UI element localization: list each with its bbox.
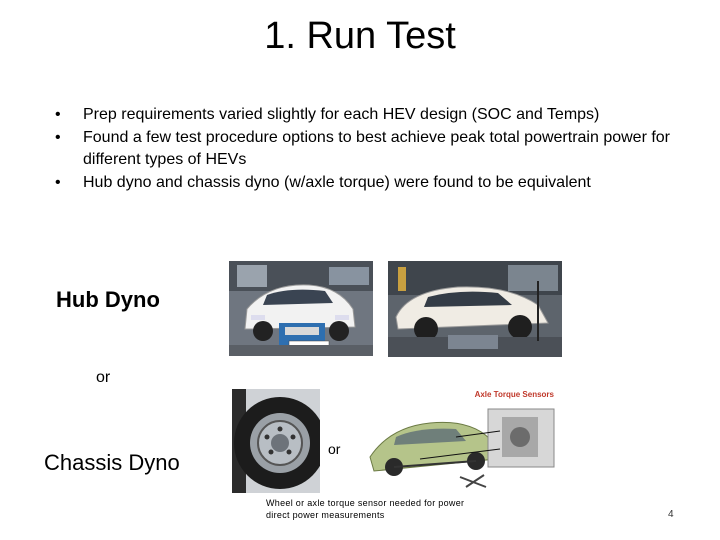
- page-number: 4: [668, 509, 674, 520]
- or-label-2: or: [328, 441, 341, 457]
- or-label-1: or: [96, 369, 111, 386]
- bullet-text: Found a few test procedure options to best achieve peak total powertrain power for different types of HEVs: [83, 129, 671, 168]
- bullet-text: Hub dyno and chassis dyno (w/axle torque) were found to be equivalent: [83, 174, 591, 191]
- bullet-dot: •: [55, 174, 61, 191]
- image-caption: Wheel or axle torque sensor needed for power direct power measurements: [266, 498, 465, 520]
- wheel-torque-sensor-photo: [232, 389, 320, 493]
- slide-title: 1. Run Test: [264, 15, 456, 57]
- axle-torque-sensors-title: Axle Torque Sensors: [474, 390, 554, 399]
- bullet-dot: •: [55, 106, 61, 123]
- chassis-dyno-label: Chassis Dyno: [44, 450, 180, 475]
- hub-dyno-label: Hub Dyno: [56, 287, 160, 312]
- bullet-item: [52, 172, 682, 194]
- bullet-list: [52, 104, 682, 195]
- bullet-item: [52, 104, 682, 126]
- bullet-item: [52, 127, 682, 171]
- bullet-text: Prep requirements varied slightly for each HEV design (SOC and Temps): [83, 106, 600, 123]
- hub-dyno-photo-front: [229, 261, 373, 356]
- bullet-dot: •: [55, 129, 61, 146]
- axle-torque-sensor-diagram: [360, 387, 560, 494]
- hub-dyno-photo-side: [388, 261, 562, 357]
